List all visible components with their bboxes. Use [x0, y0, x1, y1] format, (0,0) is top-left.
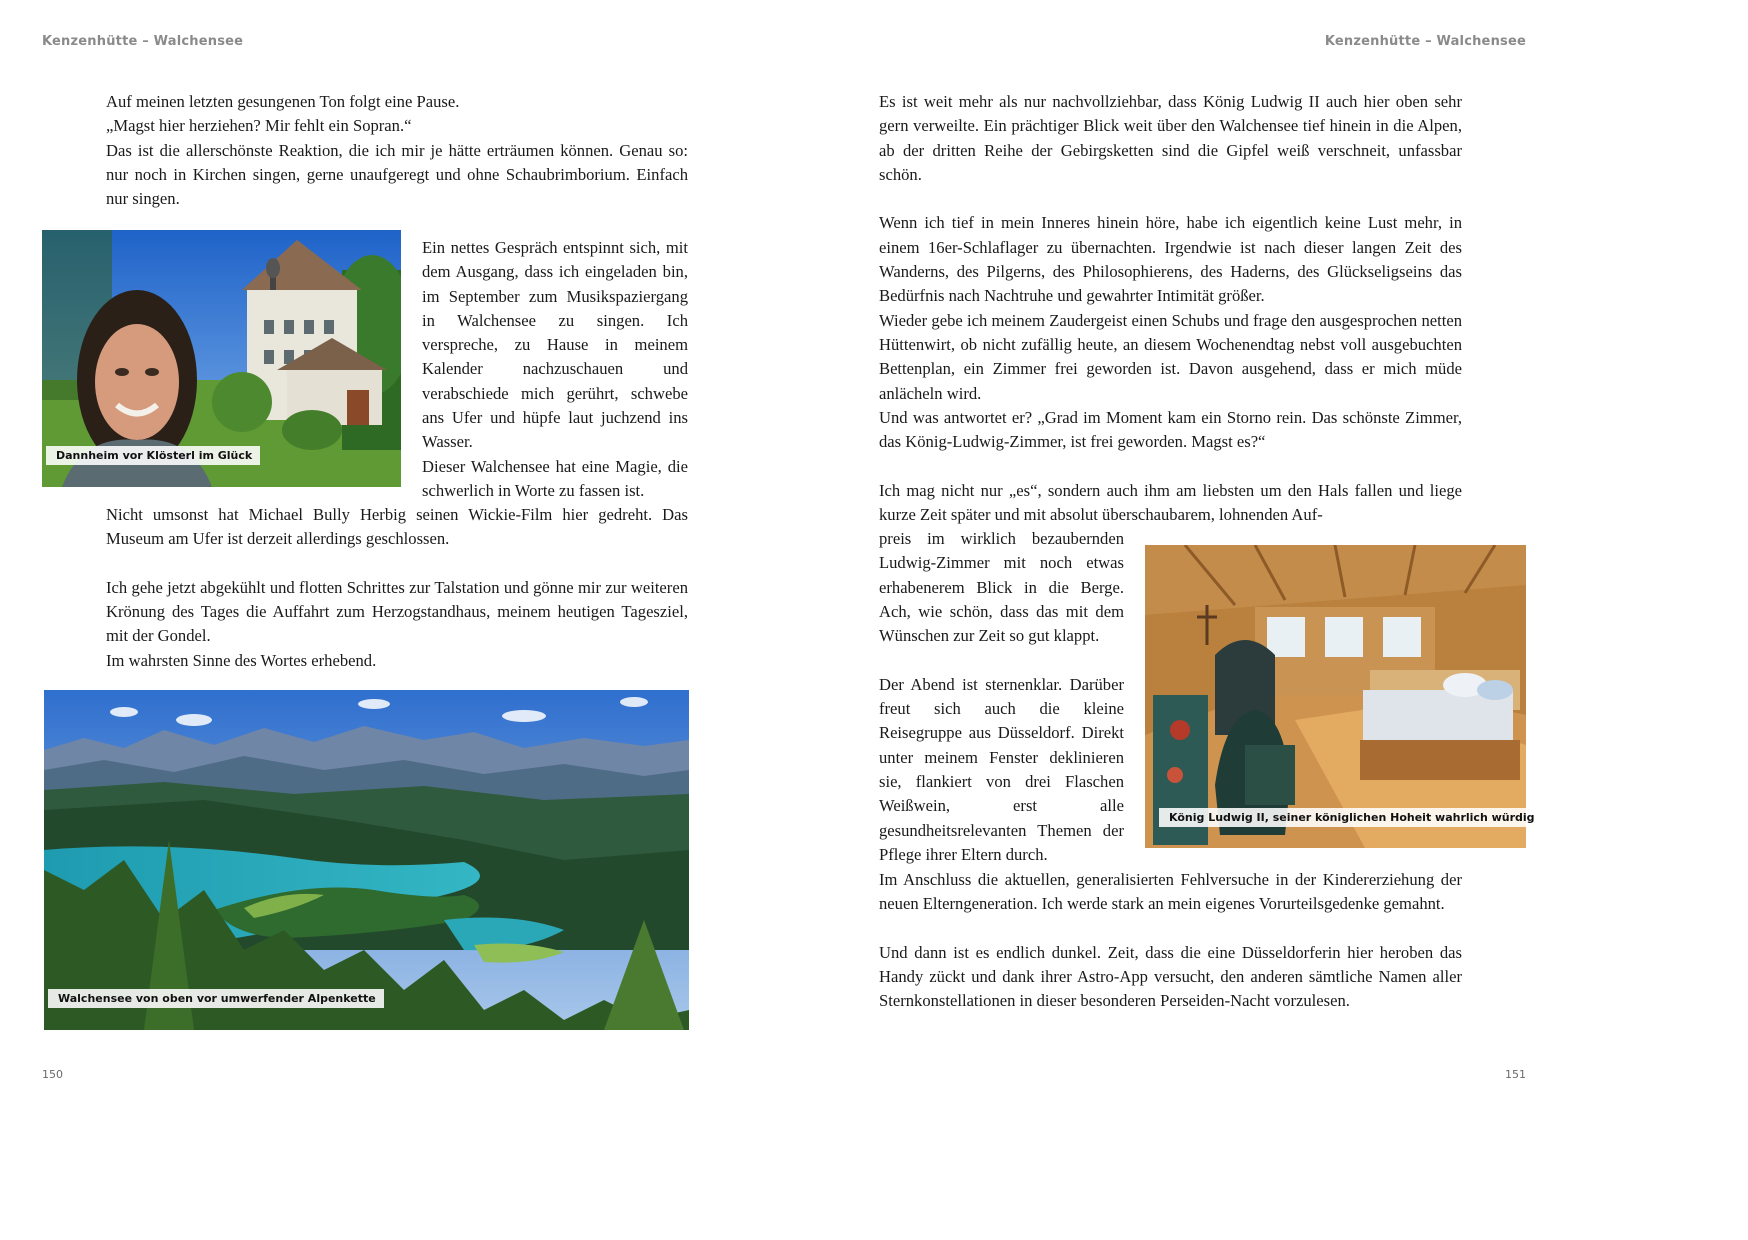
para-es-full: Ich mag nicht nur „es“, sondern auch ihm am liebsten um den Hals fallen und liege kurze Zeit später und mit absolut überschaubarem, lohnenden Auf- [879, 480, 1462, 525]
page-number-right: 151 [1505, 1068, 1526, 1081]
para-inneres-2: Wieder gebe ich meinem Zaudergeist einen Schubs und frage den ausgesprochen netten Hüttenwirt, ob nicht zufällig heute, an diesem Wochenendtag nebst voll ausgebuchten Bettenplan, ein Zimmer frei geworden ist. Davon ausgehend, dass er mich müde anlächeln wird. [879, 310, 1462, 403]
side-text-left [422, 236, 688, 503]
page-number-left: 150 [42, 1068, 63, 1081]
main-text-left [106, 503, 688, 673]
ludwig-room-image [1145, 545, 1526, 848]
photo-ludwig-room [1145, 545, 1526, 848]
running-header-left: Kenzenhütte – Walchensee [42, 34, 244, 49]
side-para-gespraech: Ein nettes Gespräch entspinnt sich, mit dem Ausgang, dass ich eingeladen bin, im September zum Musikspaziergang in Walchensee zu singen. Ich verspreche, zu Hause in meinem Kalender nachzuschauen und verabschiede mich gerührt, schwebe ans Ufer und hüpfe laut juchzend ins Wasser. [422, 238, 688, 452]
intro-line-1: Auf meinen letzten gesungenen Ton folgt eine Pause. [106, 92, 460, 111]
side-para-magie: Dieser Walchensee hat eine Magie, die schwerlich in Worte zu fassen ist. [422, 456, 688, 500]
running-header-right: Kenzenhütte – Walchensee [1324, 34, 1526, 49]
photo-room-caption: König Ludwig II, seiner königlichen Hoheit wahrlich würdig [1159, 808, 1543, 827]
para-abend-full: Im Anschluss die aktuellen, generalisierten Fehlversuche in der Kindererziehung der neuen Elterngeneration. Ich werde stark an mein eigenes Vorurteilsgedenke gemahnt. [879, 870, 1462, 914]
photo-church-caption: Dannheim vor Klösterl im Glück [46, 446, 260, 465]
right-page [784, 0, 1568, 1115]
para-talstation: Ich gehe jetzt abgekühlt und flotten Schrittes zur Talstation und gönne mir zur weiteren Krönung des Tages die Auffahrt zum Herzogstandhaus, meinem heutigen Tagesziel, mit der Gondel. [106, 577, 688, 646]
intro-line-3: Das ist die allerschönste Reaktion, die ich mir je hätte erträumen können. Genau so: nur noch in Kirchen singen, gerne unaufgeregt und ohne Schaubrimborium. Einfach nur singen. [106, 140, 688, 209]
para-es-side: preis im wirklich bezaubernden Ludwig-Zimmer mit noch etwas erhabenerem Blick in die Berge. Ach, wie schön, dass das mit dem Wünschen zur Zeit so gut klappt. [879, 529, 1124, 646]
para-dunkel: Und dann ist es endlich dunkel. Zeit, dass die eine Düsseldorferin hier heroben das Handy zückt und dank ihrer Astro-App versucht, den anderen sämtliche Namen aller Sternkonstellationen in dieser besonderen Perseiden-Nacht vorzulesen. [879, 942, 1462, 1011]
para-inneres-1: Wenn ich tief in mein Inneres hinein höre, habe ich eigentlich keine Lust mehr, in einem 16er-Schlaflager zu übernachten. Irgendwie ist nach dieser langen Zeit des Wanderns, des Pilgerns, des Philosophierens, des Haderns, des Glückseligseins das Bedürfnis nach Nachtruhe und gewahrter Intimität größer. [879, 213, 1462, 306]
main-text-right-bottom [879, 868, 1462, 1014]
photo-panorama-caption: Walchensee von oben vor umwerfender Alpenkette [48, 989, 384, 1008]
para-herbig: Nicht umsonst hat Michael Bully Herbig seinen Wickie-Film hier gedreht. Das Museum am Ufer ist derzeit allerdings geschlossen. [106, 505, 688, 549]
photo-walchensee-panorama [44, 690, 689, 1030]
para-erhebend: Im wahrsten Sinne des Wortes erhebend. [106, 650, 377, 670]
para-ludwig: Es ist weit mehr als nur nachvollziehbar, dass König Ludwig II auch hier oben sehr gern verweilte. Ein prächtiger Blick weit über den Walchensee tief hinein in die Alpen, ab der dritten Reihe der Gebirgsketten sind die Gipfel weiß verschneit, unfassbar schön. [879, 92, 1462, 184]
intro-text [106, 90, 688, 211]
para-inneres-3: Und was antwortet er? „Grad im Moment kam ein Storno rein. Das schönste Zimmer, das König-Ludwig-Zimmer, ist frei geworden. Magst es?“ [879, 407, 1462, 452]
main-text-right-top [879, 90, 1462, 527]
walchensee-panorama-image [44, 690, 689, 1030]
left-page [0, 0, 784, 1115]
para-abend-side: Der Abend ist sternenklar. Darüber freut sich auch die kleine Reisegruppe aus Düsseldorf. Direkt unter meinem Fenster deklinieren sie, flankiert von drei Flaschen Weißwein, erst alle gesundheitsrelevanten Themen der Pflege ihrer Eltern durch. [879, 674, 1124, 864]
intro-line-2: „Magst hier herziehen? Mir fehlt ein Sopran.“ [106, 116, 412, 136]
side-text-right [879, 527, 1124, 867]
